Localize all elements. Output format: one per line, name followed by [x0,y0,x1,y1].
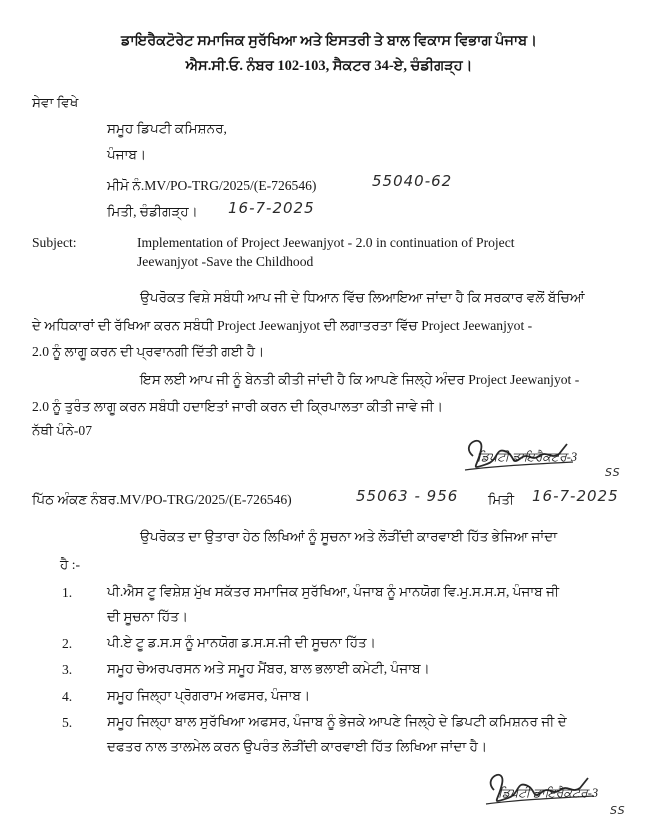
body-p2-line-1: ਇਸ ਲਈ ਆਪ ਜੀ ਨੂੰ ਬੇਨਤੀ ਕੀਤੀ ਜਾਂਦੀ ਹੈ ਕਿ ਆਪਣੇ ਜਿਲ੍ਹੇ ਅੰਦਰ Project Jeewanjyot - [140,372,580,387]
recipient-number: 4. [62,689,73,704]
subject-label: Subject: [32,235,77,250]
addressee: ਸਮੂਹ ਡਿਪਟੀ ਕਮਿਸ਼ਨਰ, [107,121,227,136]
signature-1-initials: SS [605,466,621,479]
signature-2-initials: SS [610,804,626,817]
letterhead-address: ਐਸ.ਸੀ.ਓ. ਨੰਬਰ 102-103, ਸੈਕਟਰ 34-ਏ, ਚੰਡੀਗੜ੍ਹ। [185,58,473,74]
recipient-number: 2. [62,636,73,651]
endorsement-number-label: ਪਿੱਠ ਅੰਕਣ ਨੰਬਰ.MV/PO-TRG/2025/(E-726546) [32,492,292,507]
recipient-1-line-2: ਦੀ ਸੂਚਨਾ ਹਿੱਤ। [107,609,189,624]
memo-date-label: ਮਿਤੀ, ਚੰਡੀਗੜ੍ਹ। [107,204,198,219]
subject-line-1: Implementation of Project Jeewanjyot - 2.0 in continuation of Project [137,235,515,250]
recipient-2-line-1: ਪੀ.ਏ ਟੂ ਡ.ਸ.ਸ ਨੂੰ ਮਾਨਯੋਗ ਡ.ਸ.ਸ.ਜੀ ਦੀ ਸੂਚਨਾ ਹਿੱਤ। [107,635,376,650]
signature-block-1 [455,426,645,488]
body-p2-line-2: 2.0 ਨੂੰ ਤੁਰੰਤ ਲਾਗੂ ਕਰਨ ਸਬੰਧੀ ਹਦਾਇਤਾਂ ਜਾਰੀ ਕਰਨ ਦੀ ਕ੍ਰਿਪਾਲਤਾ ਕੀਤੀ ਜਾਵੇ ਜੀ। [32,399,443,414]
signature-1-designation: ਡਿਪਟੀ ਡਾਇਰੈਕਟਰ-3 [477,450,578,464]
letterhead-department: ਡਾਇਰੈਕਟੋਰੇਟ ਸਮਾਜਿਕ ਸੁਰੱਖਿਆ ਅਤੇ ਇਸਤਰੀ ਤੇ ਬਾਲ ਵਿਕਾਸ ਵਿਭਾਗ ਪੰਜਾਬ। [121,33,537,49]
memo-number-handwritten: 55040-62 [372,172,453,190]
recipient-5-line-2: ਦਫਤਰ ਨਾਲ ਤਾਲਮੇਲ ਕਰਨ ਉਪਰੰਤ ਲੋੜੀਂਦੀ ਕਾਰਵਾਈ ਹਿੱਤ ਲਿਖਿਆ ਜਾਂਦਾ ਹੈ। [107,739,488,754]
endorsement-intro-line-2: ਹੈ :- [60,557,81,572]
recipient-1-line-1: ਪੀ.ਐਸ ਟੂ ਵਿਸ਼ੇਸ਼ ਮੁੱਖ ਸਕੱਤਰ ਸਮਾਜਿਕ ਸੁਰੱਖਿਆ, ਪੰਜਾਬ ਨੂੰ ਮਾਨਯੋਗ ਵਿ.ਮੁ.ਸ.ਸ.ਸ, ਪੰਜਾਬ ਜੀ [107,584,560,599]
body-p1-line-3: 2.0 ਨੂੰ ਲਾਗੂ ਕਰਨ ਦੀ ਪ੍ਰਵਾਨਗੀ ਦਿੱਤੀ ਗਈ ਹੈ। [32,344,265,359]
signature-block-2 [480,760,650,826]
endorsement-number-handwritten: 55063 - 956 [356,487,459,505]
endorsement-date-label: ਮਿਤੀ [488,492,515,507]
memo-date-handwritten: 16-7-2025 [228,199,315,217]
recipient-number: 3. [62,662,73,677]
body-p1-line-1: ਉਪਰੋਕਤ ਵਿਸ਼ੇ ਸਬੰਧੀ ਆਪ ਜੀ ਦੇ ਧਿਆਨ ਵਿੱਚ ਲਿਆਇਆ ਜਾਂਦਾ ਹੈ ਕਿ ਸਰਕਾਰ ਵਲੋਂ ਬੱਚਿਆਂ [140,290,585,305]
salutation: ਸੇਵਾ ਵਿਖੇ [32,95,79,110]
memo-number-label: ਮੀਮੋ ਨੰ.MV/PO-TRG/2025/(E-726546) [107,178,317,193]
enclosure-note: ਨੱਥੀ ਪੰਨੇ-07 [32,423,92,438]
recipient-5-line-1: ਸਮੂਹ ਜਿਲ੍ਹਾ ਬਾਲ ਸੁਰੱਖਿਆ ਅਫਸਰ, ਪੰਜਾਬ ਨੂੰ ਭੇਜਕੇ ਆਪਣੇ ਜਿਲ੍ਹੇ ਦੇ ਡਿਪਟੀ ਕਮਿਸ਼ਨਰ ਜੀ ਦੇ [107,714,567,729]
endorsement-intro-line-1: ਉਪਰੋਕਤ ਦਾ ਉਤਾਰਾ ਹੇਠ ਲਿਖਿਆਂ ਨੂੰ ਸੂਚਨਾ ਅਤੇ ਲੋੜੀਂਦੀ ਕਾਰਵਾਈ ਹਿੱਤ ਭੇਜਿਆ ਜਾਂਦਾ [140,529,558,544]
recipient-number: 1. [62,585,73,600]
recipient-3-line-1: ਸਮੂਹ ਚੇਅਰਪਰਸਨ ਅਤੇ ਸਮੂਹ ਮੈਂਬਰ, ਬਾਲ ਭਲਾਈ ਕਮੇਟੀ, ਪੰਜਾਬ। [107,661,430,676]
addressee-state: ਪੰਜਾਬ। [107,147,147,162]
endorsement-date-handwritten: 16-7-2025 [532,487,619,505]
recipient-4-line-1: ਸਮੂਹ ਜਿਲ੍ਹਾ ਪ੍ਰੋਗਰਾਮ ਅਫਸਰ, ਪੰਜਾਬ। [107,688,311,703]
signature-2-designation: ਡਿਪਟੀ ਡਾਇਰੈਕਟਰ-3 [498,786,599,800]
recipient-number: 5. [62,715,73,730]
body-p1-line-2: ਦੇ ਅਧਿਕਾਰਾਂ ਦੀ ਰੱਖਿਆ ਕਰਨ ਸਬੰਧੀ Project Jeewanjyot ਦੀ ਲਗਾਤਰਤਾ ਵਿੱਚ Project Jeewanjyot - [32,318,533,333]
subject-line-2: Jeewanjyot -Save the Childhood [137,254,314,269]
